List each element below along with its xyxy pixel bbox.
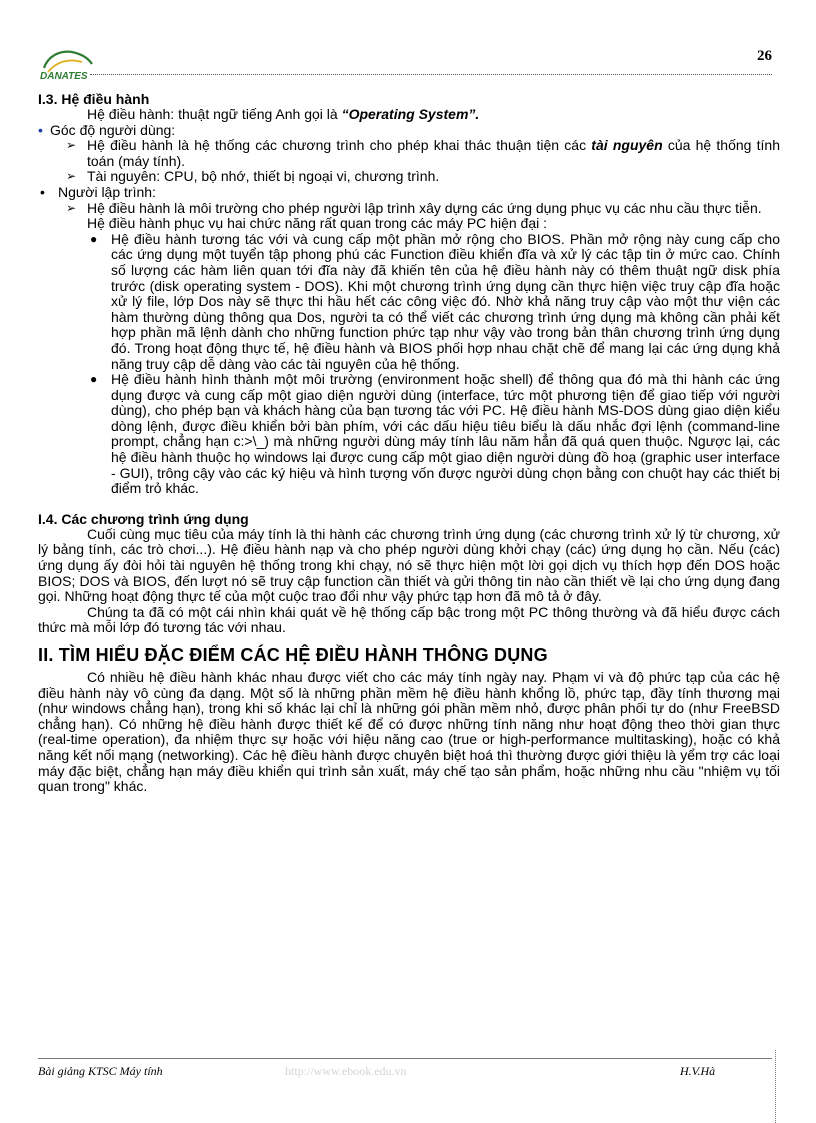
bullet-icon: ● <box>90 372 98 387</box>
list-item: ➢ Hệ điều hành là hệ thống các chương trình cho phép khai thác thuận tiện các tài nguyên của hệ thống tính toán (máy tính). <box>66 137 780 169</box>
paragraph: Chúng ta đã có một cái nhìn khái quát về hệ thống cấp bậc trong một PC thông thường và đã hiểu được cách thức mà mỗi lớp đó tương tác với nhau. <box>38 603 780 636</box>
list-item: ➢ Tài nguyên: CPU, bộ nhớ, thiết bị ngoại vi, chương trình. <box>66 168 440 185</box>
os-term: “Operating System”. <box>341 106 480 122</box>
arrow-bullet-icon: ➢ <box>66 169 77 184</box>
function-item: ● Hệ điều hành tương tác với và cung cấp một phần mở rộng cho BIOS. Phần mở rộng này cung cấp cho các ứng dụng một tuyển tập phong phú các Function điều khiển đĩa và xử lý các tập tin ở mức cao. Chính số lượng các hàm liên quan tới đĩa này đã khiến tên của hệ điều hành này có thêm thuật ngữ disk phía trước (disk operating system - DOS). Khi một chương trình ứng dụng cần thực hiện việc truy cập đĩa hoặc xử lý file, lớp Dos này sẽ thực thi hầu hết các công việc đó. Nhờ khả năng truy cập vào một thư viện các hàm thường dùng thông qua Dos, người ta có thể viết các chương trình ứng dụng mà không cần phải kết hợp phần mã lệnh dành cho những function phức tạp như vậy vào trong bản thân chương trình ứng dụng đó. Trong hoạt động thực tế, hệ điều hành và BIOS phối hợp nhau chặt chẽ để mang lại các ứng dụng khả năng truy cập dễ dàng vào các tài nguyên của hệ thống. <box>90 230 780 372</box>
programmer-view-heading: • Người lập trình: <box>40 183 156 200</box>
list-item: ➢ Hệ điều hành là môi trường cho phép người lập trình xây dựng các ứng dụng phục vụ các nhu cầu thực tiễn. <box>66 199 762 216</box>
header-rule <box>90 74 772 75</box>
paragraph: Có nhiều hệ điều hành khác nhau được viết cho các máy tính ngày nay. Phạm vi và độ phức tạp của các hệ điều hành này vô cùng đa dạng. Một số là những phần mềm hệ điều hành khổng lồ, phức tạp, đầy tính thương mại (như windows chẳng hạn), trong khi số khác lại chỉ là những gói phần mềm nhỏ, được phân phối tự do (như FreeBSD chẳng hạn). Có những hệ điều hành được thiết kế để có được những tính năng như hoạt động theo thời gian thực (real-time operation), đa nhiệm thực sự hoặc với hiệu năng cao (true or high-performance multitasking), hoặc có khả năng kết nối mạng (networking). Các hệ điều hành được chuyên biệt hoá thì thường được giới thiệu là yểm trợ các loại máy đặc biệt, chẳng hạn máy điều khiển qui trình sản xuất, máy chế tạo sản phẩm, hoặc những nhu cầu "nhiệm vụ tối quan trong" khác. <box>38 669 780 795</box>
section-title-1-4: I.4. Các chương trình ứng dụng <box>38 510 249 527</box>
user-view-list <box>38 138 780 185</box>
user-view-heading: • Góc độ người dùng: <box>38 121 176 138</box>
section-title-2: II. TÌM HIỂU ĐẶC ĐIỂM CÁC HỆ ĐIỀU HÀNH THÔNG DỤNG <box>38 645 548 665</box>
section-title-1-3: I.3. Hệ điều hành <box>38 91 150 107</box>
footer-course-title: Bài giảng KTSC Máy tính <box>38 1064 163 1078</box>
logo-text: DANATES <box>40 71 88 82</box>
programmer-view-list <box>38 201 780 217</box>
page-content <box>38 91 780 795</box>
footer-author: H.V.Hà <box>680 1064 716 1078</box>
arrow-bullet-icon: ➢ <box>66 138 77 153</box>
page-number: 26 <box>757 48 772 64</box>
function-item: ● Hệ điều hành hình thành một môi trường (environment hoặc shell) để thông qua đó mà thi hành các ứng dụng được và cung cấp một giao diện người dùng (interface, tức một phương tiện để giao tiếp với người dùng), cho phép bạn và khách hàng của bạn tương tác với PC. Hệ điều hành MS-DOS dùng giao diện kiểu dòng lệnh, được điều khiển bởi bàn phím, với các dấu hiệu tiêu biểu là dấu nhắc đợi lệnh (command-line prompt, chẳng hạn c:>\_) mà những người dùng máy tính lâu năm hẳn đã quá quen thuộc. Ngược lại, các hệ điều hành thuộc họ windows lại được cung cấp một giao diện người dùng đồ hoạ (graphic user interface - GUI), trông cậy vào các ký hiệu và hình tượng vốn được người dùng chọn bằng con chuột hay các thiết bị điểm trỏ khác. <box>90 371 780 497</box>
footer-watermark: http://www.ebook.edu.vn <box>285 1064 407 1078</box>
footer-rule <box>38 1058 772 1059</box>
arrow-bullet-icon: ➢ <box>66 200 77 215</box>
functions-intro: Hệ điều hành phục vụ hai chức năng rất quan trong các máy PC hiện đại : <box>87 215 547 232</box>
paragraph: Cuối cùng mục tiêu của máy tính là thi hành các chương trình ứng dụng (các chương trình xử lý từ chương, xử lý bảng tính, các trò chơi...). Hệ điều hành nạp và cho phép người dùng khởi chạy (các) ứng dụng họ cần. Nếu (các) ứng dụng ấy đòi hỏi tài nguyên hệ thống trong khi chạy, nó sẽ thực hiện một lời gọi dịch vụ thích hợp đến DOS hoặc BIOS; DOS và BIOS, đến lượt nó sẽ truy cập function cần thiết và gửi thông tin nào cần thiết về lại cho ứng dụng đang gọi. Những hoạt động thực tế của một cuộc trao đổi như vậy phức tạp hơn đã mô tả ở đây. <box>38 525 780 605</box>
os-definition: Hệ điều hành: thuật ngữ tiếng Anh gọi là “Operating System”. <box>87 106 480 122</box>
footer-side-rule <box>775 1050 776 1123</box>
bullet-icon: ● <box>90 231 98 246</box>
danates-logo <box>38 48 100 86</box>
